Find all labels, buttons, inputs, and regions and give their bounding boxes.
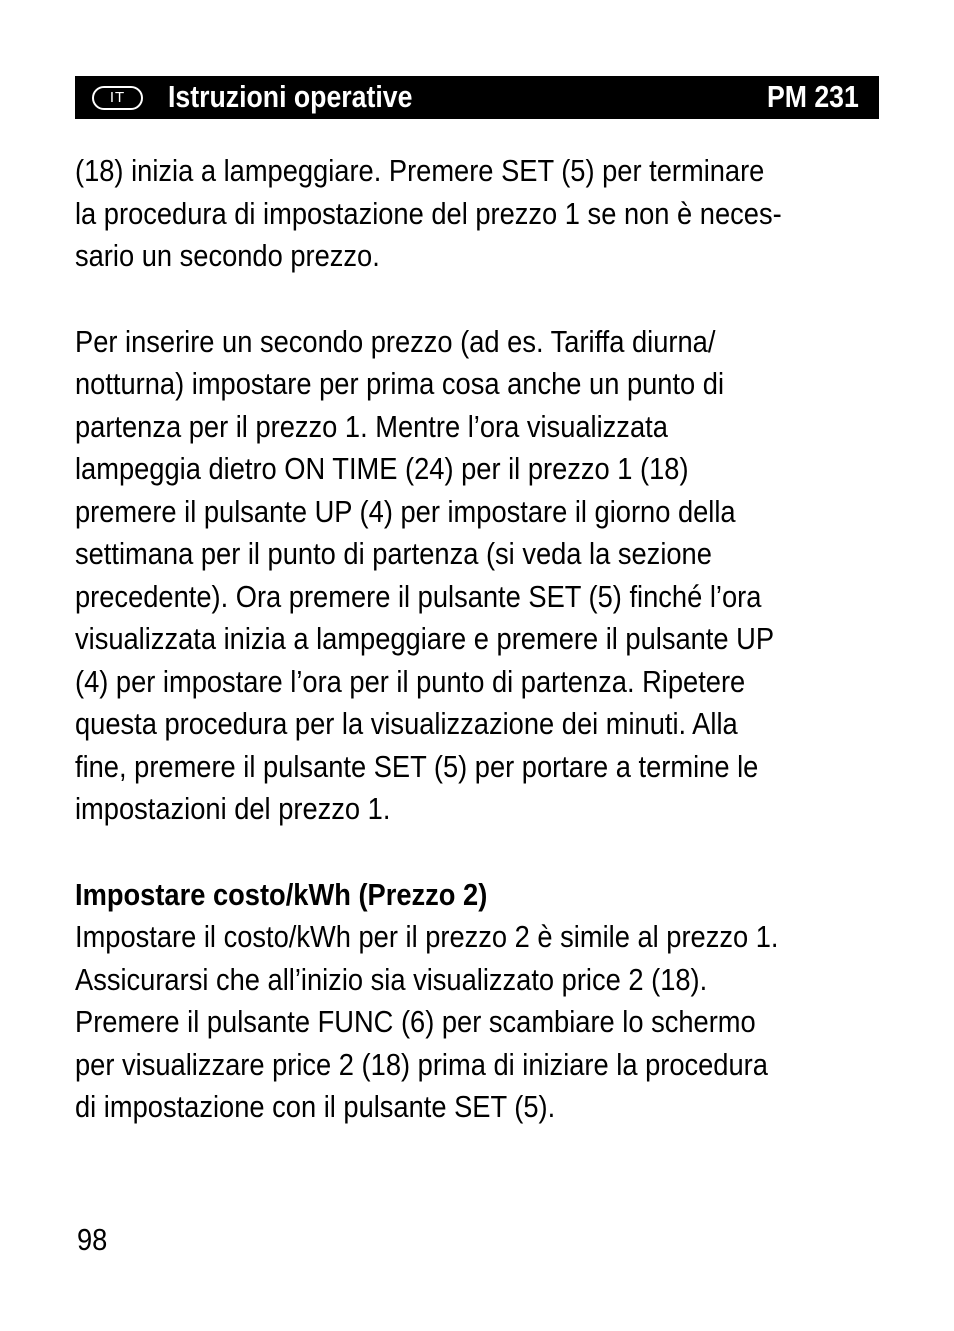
page-header [75,76,879,119]
page-content [75,150,879,1129]
language-badge: IT [92,86,143,110]
section-heading: Impostare costo/kWh (Prezzo 2) [75,876,488,912]
page-number: 98 [77,1222,108,1257]
paragraph-price2-setup: Impostare il costo/kWh per il prezzo 2 è simile al prezzo 1. Assicurarsi che all’inizio sia visualizzato price 2 (18). Premere il pulsante FUNC (6) per scambiare lo schermo per visualizzare price 2 (18) prima di iniziare la procedura di impostazione con il pulsante SET (5). [75,919,779,1124]
header-model: PM 231 [767,79,859,114]
paragraph-second-price-intro: Per inserire un secondo prezzo (ad es. Tariffa diurna/ notturna) impostare per prima cosa anche un punto di partenza per il prezzo 1. Mentre l’ora visualizzata lampeggia dietro ON TIME (24) per il prezzo 1 (18) premere il pulsante UP (4) per impostare il giorno della settimana per il punto di partenza (si veda la sezione precedente). Ora premere il pulsante SET (5) finché l’ora visualizzata inizia a lampeggiare e premere il pulsante UP (4) per impostare l’ora per il punto di partenza. Ripetere questa procedura per la visualizzazione dei minuti. Alla fine, premere il pulsante SET (5) per portare a termine le impostazioni del prezzo 1. [75,323,775,826]
header-title: Istruzioni operative [168,79,413,114]
paragraph-gap [75,831,879,874]
paragraph-gap [75,278,879,321]
paragraph-price1-end: (18) inizia a lampeggiare. Premere SET (5) per terminare la procedura di impostazione del prezzo 1 se non è neces- sario un secondo prezzo. [75,153,782,273]
